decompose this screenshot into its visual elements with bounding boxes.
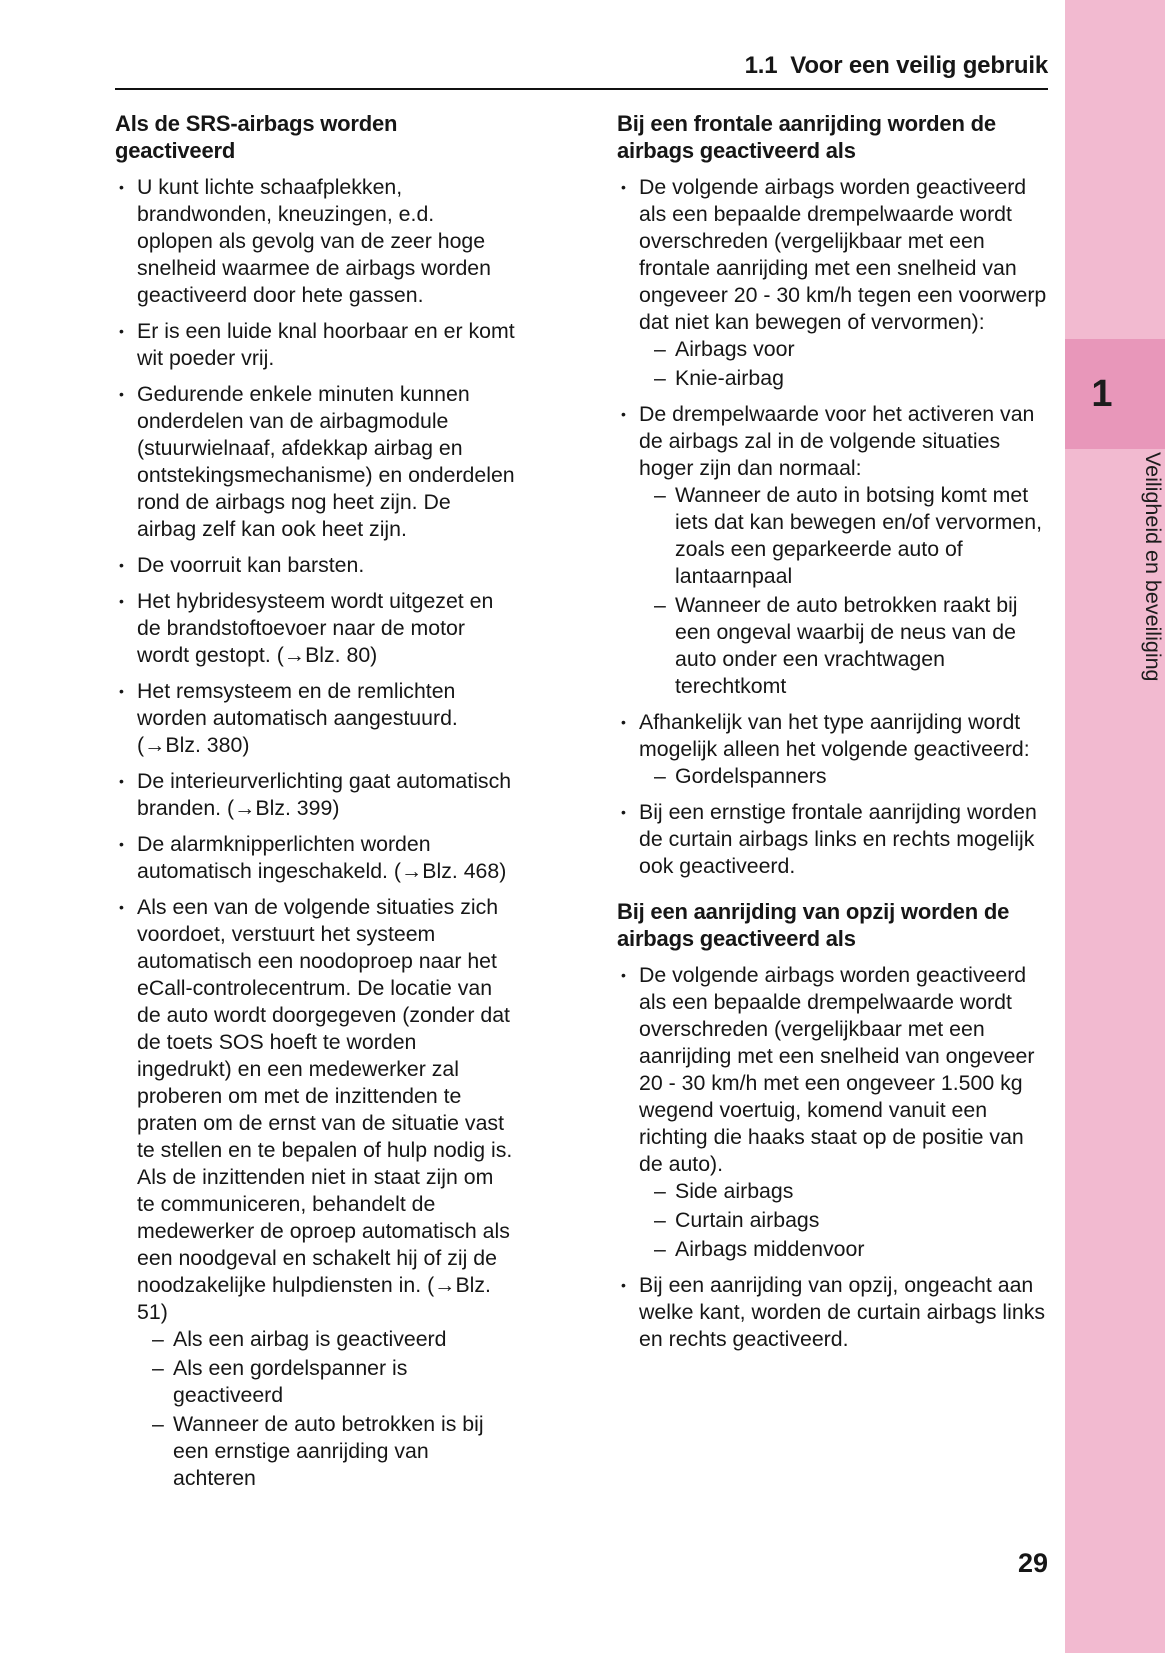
- chapter-number: 1: [1091, 372, 1113, 415]
- bullet-text: De drempelwaarde voor het activeren van de airbags zal in de volgende situaties hoger zijn dan normaal:: [639, 402, 1035, 480]
- bullet-text: De interieurverlichting gaat automatisch branden. (→Blz. 399): [137, 769, 512, 820]
- dash-text: Als een gordelspanner is geactiveerd: [173, 1356, 408, 1407]
- bullet-item: [617, 401, 1050, 482]
- dash-item: [654, 1207, 1050, 1234]
- dash-item: [654, 1178, 1050, 1205]
- dash-marker-icon: –: [654, 1237, 666, 1261]
- dash-text: Airbags voor: [675, 337, 795, 361]
- dash-item: [654, 482, 1050, 590]
- bullet-item: [115, 678, 515, 759]
- bullet-text: De volgende airbags worden geactiveerd als een bepaalde drempelwaarde wordt overschreden (vergelijkbaar met een frontale aanrijding met een snelheid van ongeveer 20 - 30 km/h tegen een voorwerp dat niet kan bewegen of vervormen):: [639, 175, 1047, 334]
- bullet-item: [617, 174, 1050, 336]
- bullet-item: [115, 588, 515, 669]
- bullet-item: [115, 768, 515, 822]
- section-heading: Bij een aanrijding van opzij worden de airbags geactiveerd als: [617, 899, 1010, 951]
- bullet-item: [115, 381, 515, 543]
- page-header-title: 1.1 Voor een veilig gebruik: [744, 52, 1048, 79]
- bullet-marker-icon: •: [621, 406, 626, 422]
- dash-item: [654, 1236, 1050, 1263]
- dash-marker-icon: –: [654, 366, 666, 390]
- bullet-marker-icon: •: [119, 323, 124, 339]
- dash-marker-icon: –: [152, 1356, 164, 1380]
- bullet-marker-icon: •: [621, 804, 626, 820]
- bullet-item: [115, 552, 515, 579]
- bullet-text: Bij een ernstige frontale aanrijding worden de curtain airbags links en rechts mogelijk ook geactiveerd.: [639, 800, 1037, 878]
- dash-item: [152, 1411, 515, 1492]
- bullet-marker-icon: •: [119, 386, 124, 402]
- column-left: [115, 110, 515, 1494]
- bullet-text: Bij een aanrijding van opzij, ongeacht aan welke kant, worden de curtain airbags links en rechts geactiveerd.: [639, 1273, 1046, 1351]
- dash-marker-icon: –: [654, 1208, 666, 1232]
- dash-text: Curtain airbags: [675, 1208, 820, 1232]
- dash-text: Wanneer de auto betrokken raakt bij een ongeval waarbij de neus van de auto onder een vrachtwagen terechtkomt: [675, 593, 1018, 698]
- dash-marker-icon: –: [654, 764, 666, 788]
- bullet-text: Afhankelijk van het type aanrijding wordt mogelijk alleen het volgende geactiveerd:: [639, 710, 1030, 761]
- bullet-marker-icon: •: [621, 1277, 626, 1293]
- bullet-marker-icon: •: [119, 773, 124, 789]
- dash-text: Knie-airbag: [675, 366, 784, 390]
- bullet-marker-icon: •: [621, 714, 626, 730]
- bullet-text: De voorruit kan barsten.: [137, 553, 365, 577]
- bullet-marker-icon: •: [119, 179, 124, 195]
- header-rule: [115, 88, 1048, 90]
- bullet-item: [115, 174, 515, 309]
- dash-item: [152, 1355, 515, 1409]
- sidebar-section-label: Veiligheid en beveiliging: [1141, 452, 1165, 682]
- dash-text: Gordelspanners: [675, 764, 827, 788]
- dash-item: [654, 592, 1050, 700]
- bullet-item: [115, 894, 515, 1326]
- bullet-marker-icon: •: [621, 179, 626, 195]
- dash-marker-icon: –: [654, 337, 666, 361]
- bullet-text: Het remsysteem en de remlichten worden automatisch aangestuurd. (→Blz. 380): [137, 679, 458, 757]
- bullet-item: [617, 799, 1050, 880]
- bullet-item: [617, 709, 1050, 763]
- section-heading: Bij een frontale aanrijding worden de airbags geactiveerd als: [617, 111, 996, 163]
- bullet-marker-icon: •: [119, 593, 124, 609]
- bullet-marker-icon: •: [621, 967, 626, 983]
- dash-marker-icon: –: [654, 593, 666, 617]
- dash-item: [152, 1326, 515, 1353]
- dash-text: Side airbags: [675, 1179, 794, 1203]
- dash-marker-icon: –: [654, 1179, 666, 1203]
- bullet-text: Gedurende enkele minuten kunnen onderdelen van de airbagmodule (stuurwielnaaf, afdekkap airbag en ontstekingsmechanisme) en onderdelen rond de airbags nog heet zijn. De airbag zelf kan ook heet zijn.: [137, 382, 515, 541]
- bullet-text: De volgende airbags worden geactiveerd als een bepaalde drempelwaarde wordt overschreden (vergelijkbaar met een aanrijding met een snelheid van ongeveer 20 - 30 km/h met een ongeveer 1.500 kg wegend voertuig, komend vanuit een richting die haaks staat op de positie van de auto).: [639, 963, 1035, 1176]
- bullet-item: [115, 318, 515, 372]
- dash-item: [654, 763, 1050, 790]
- page-number: 29: [1017, 1548, 1048, 1578]
- bullet-marker-icon: •: [119, 683, 124, 699]
- bullet-item: [115, 831, 515, 885]
- bullet-item: [617, 962, 1050, 1178]
- dash-text: Airbags middenvoor: [675, 1237, 865, 1261]
- bullet-text: De alarmknipperlichten worden automatisch ingeschakeld. (→Blz. 468): [137, 832, 507, 883]
- bullet-marker-icon: •: [119, 557, 124, 573]
- dash-text: Wanneer de auto in botsing komt met iets dat kan bewegen en/of vervormen, zoals een geparkeerde auto of lantaarnpaal: [675, 483, 1042, 588]
- bullet-text: Het hybridesysteem wordt uitgezet en de brandstoftoevoer naar de motor wordt gestopt. (→Blz. 80): [137, 589, 494, 667]
- sidebar-bar: [1065, 0, 1165, 1653]
- bullet-marker-icon: •: [119, 899, 124, 915]
- bullet-text: Er is een luide knal hoorbaar en er komt wit poeder vrij.: [137, 319, 515, 370]
- dash-marker-icon: –: [654, 483, 666, 507]
- dash-item: [654, 365, 1050, 392]
- section-heading: Als de SRS-airbags worden geactiveerd: [115, 111, 398, 163]
- bullet-item: [617, 1272, 1050, 1353]
- dash-marker-icon: –: [152, 1327, 164, 1351]
- dash-item: [654, 336, 1050, 363]
- bullet-text: U kunt lichte schaafplekken, brandwonden, kneuzingen, e.d. oplopen als gevolg van de zeer hoge snelheid waarmee de airbags worden geactiveerd door hete gassen.: [137, 175, 491, 307]
- bullet-text: Als een van de volgende situaties zich voordoet, verstuurt het systeem automatisch een noodoproep naar het eCall-controlecentrum. De locatie van de auto wordt doorgegeven (zonder dat de toets SOS hoeft te worden ingedrukt) en een medewerker zal proberen om met de inzittenden te praten om de ernst van de situatie vast te stellen en te bepalen of hulp nodig is. Als de inzittenden niet in staat zijn om te communiceren, behandelt de medewerker de oproep automatisch als een noodgeval en schakelt hij of zij de noodzakelijke hulpdiensten in. (→Blz. 51): [137, 895, 513, 1324]
- bullet-marker-icon: •: [119, 836, 124, 852]
- dash-text: Als een airbag is geactiveerd: [173, 1327, 447, 1351]
- chapter-tab: [1065, 339, 1165, 449]
- dash-text: Wanneer de auto betrokken is bij een ernstige aanrijding van achteren: [173, 1412, 484, 1490]
- column-right: [617, 110, 1050, 1362]
- dash-marker-icon: –: [152, 1412, 164, 1436]
